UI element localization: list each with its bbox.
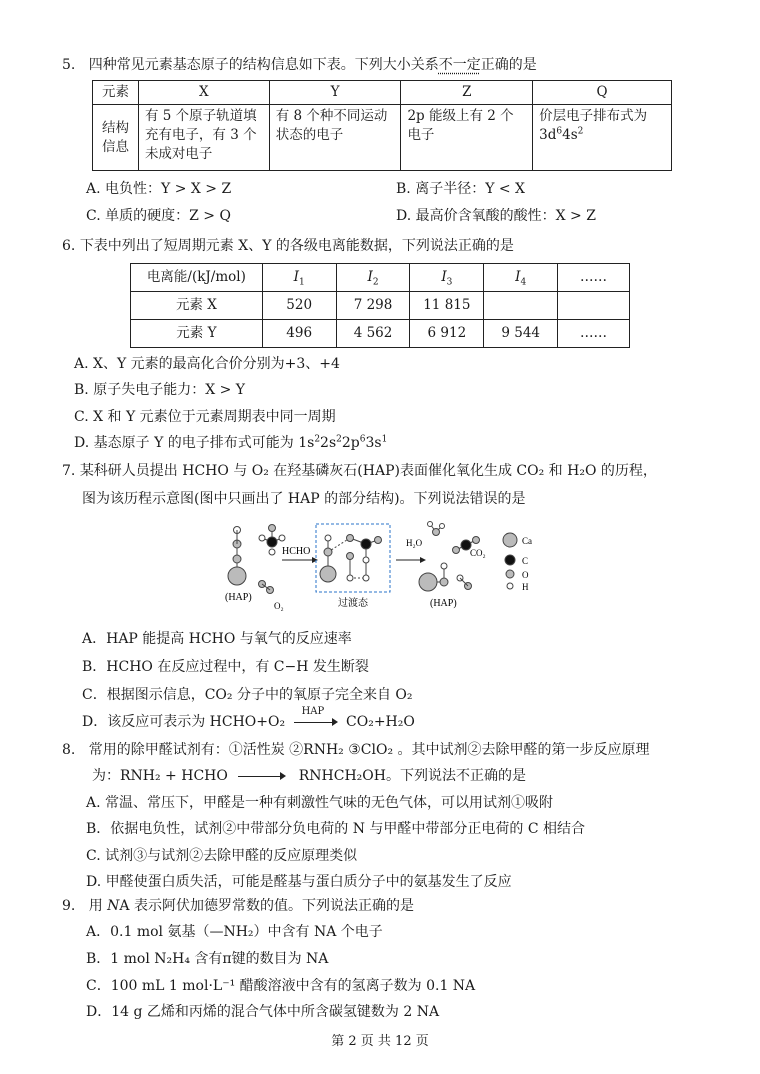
q7-option-d-arrow xyxy=(294,706,338,729)
q6-option-d-text: D. 基态原子 Y 的电子排布式可能为 1s xyxy=(74,435,315,451)
q5-number: 5. xyxy=(62,57,76,73)
q5-stem xyxy=(62,56,537,74)
q6-i1-text: I xyxy=(293,269,299,285)
q6-d-part: 2p xyxy=(341,435,360,451)
q8-equation-arrow xyxy=(238,769,288,783)
q6-header-more: …… xyxy=(558,264,630,292)
q7-stem-line2: 图为该历程示意图(图中只画出了 HAP 的部分结构)。下列说法错误的是 xyxy=(82,491,526,507)
q5-option-c: C. 单质的硬度：Z > Q xyxy=(86,208,231,224)
q6-row-y-i2: 4 562 xyxy=(336,320,410,348)
q6-d-sup: 6 xyxy=(359,434,366,445)
q7-option-a: A．HAP 能提高 HCHO 与氧气的反应速率 xyxy=(82,631,352,647)
q6-table xyxy=(130,263,630,348)
q9-number: 9. xyxy=(62,898,76,914)
q6-header-i3 xyxy=(410,264,484,292)
q5-q-sup1: 6 xyxy=(556,126,563,137)
q6-option-b: B. 原子失电子能力：X > Y xyxy=(74,382,246,398)
q6-d-sup: 2 xyxy=(314,434,321,445)
hap-left-label: (HAP) xyxy=(225,592,252,603)
page-footer: 第 2 页 共 12 页 xyxy=(331,1034,429,1049)
q6-option-d xyxy=(74,434,387,452)
hap-right-label: (HAP) xyxy=(430,598,457,609)
q5-cell-x: 有 5 个原子轨道填充有电子，有 3 个未成对电子 xyxy=(138,105,269,171)
q8-number: 8. xyxy=(62,742,76,758)
q6-header-row xyxy=(131,264,630,292)
q6-d-sup: 2 xyxy=(336,434,342,445)
q5-cell-z: 2p 能级上有 2 个电子 xyxy=(401,105,533,171)
diagram-legend xyxy=(503,533,532,592)
q6-stem-text: 下表中列出了短周期元素 X、Y 的各级电离能数据，下列说法正确的是 xyxy=(79,238,514,254)
q6-row-x-i4 xyxy=(484,292,558,320)
q8-option-c: C. 试剂③与试剂②去除甲醛的反应原理类似 xyxy=(86,848,358,864)
legend-h-swatch xyxy=(507,583,513,589)
q9-stem-pre: 用 xyxy=(88,898,108,914)
q5-header-z: Z xyxy=(401,81,533,105)
q9-option-c: C．100 mL 1 mol·L⁻¹ 醋酸溶液中含有的氢离子数为 0.1 NA xyxy=(86,978,476,994)
q6-stem xyxy=(62,237,514,255)
q5-header-q: Q xyxy=(533,81,672,105)
q6-i1-sub: 1 xyxy=(299,277,305,288)
q6-option-a: A. X、Y 元素的最高化合价分别为+3、+4 xyxy=(74,356,340,372)
q6-option-c: C. X 和 Y 元素位于元素周期表中同一周期 xyxy=(74,409,336,425)
arrow-line xyxy=(238,776,282,777)
arrow-line xyxy=(294,722,334,723)
legend-ca-swatch xyxy=(503,533,517,547)
q5-stem-tail: 正确的是 xyxy=(480,57,537,73)
q7-option-d-rhs: CO₂+H₂O xyxy=(346,714,415,730)
q5-cell-y: 有 8 个种不同运动状态的电子 xyxy=(269,105,401,171)
q6-header-label: 电离能/(kJ/mol) xyxy=(131,264,263,292)
q7-number: 7. xyxy=(62,463,76,479)
q7-option-d xyxy=(82,706,415,731)
arrow-head xyxy=(332,718,338,726)
q6-i2-text: I xyxy=(367,269,373,285)
q6-header-i4 xyxy=(484,264,558,292)
q6-row-y-more: …… xyxy=(558,320,630,348)
q5-table xyxy=(92,80,672,171)
q6-d-part: 2s xyxy=(320,435,337,451)
legend-h-label: H xyxy=(522,582,529,592)
transition-state-structure xyxy=(320,535,382,583)
legend-ca-label: Ca xyxy=(522,536,532,546)
q5-table-header-row xyxy=(93,81,672,105)
q5-header-x: X xyxy=(138,81,269,105)
q6-i4-sub: 4 xyxy=(520,277,527,288)
q6-row-x-more xyxy=(558,292,630,320)
q6-d-part: 3s xyxy=(365,435,382,451)
q6-row-x-i3: 11 815 xyxy=(410,292,484,320)
legend-c-label: C xyxy=(522,556,529,566)
q5-stem-emphasis: 不一定 xyxy=(438,57,481,73)
q7-reaction-diagram xyxy=(220,516,560,616)
q6-number: 6. xyxy=(62,238,76,254)
q7-catalyst-label: HAP xyxy=(301,706,325,717)
q7-stem-line1 xyxy=(62,462,657,480)
q8-stem-text: 常用的除甲醛试剂有：①活性炭 ②RNH₂ ③ClO₂ 。其中试剂②去除甲醛的第一步反应原理 xyxy=(88,742,650,758)
q8-option-a: A. 常温、常压下，甲醛是一种有刺激性气味的无色气体，可以用试剂①吸附 xyxy=(86,795,554,811)
reaction-arrow-2 xyxy=(396,557,426,563)
q7-stem-text: 某科研人员提出 HCHO 与 O₂ 在羟基磷灰石(HAP)表面催化氧化生成 CO₂ 和 H₂O 的历程， xyxy=(79,463,657,479)
q5-header-y: Y xyxy=(269,81,401,105)
reaction-arrow-1 xyxy=(282,557,318,563)
q8-option-b: B．依据电负性，试剂②中带部分负电荷的 N 与甲醛中带部分正电荷的 C 相结合 xyxy=(86,821,586,837)
q8-stem-line1 xyxy=(62,741,650,759)
h2o-label: H₂O xyxy=(406,538,423,548)
q5-option-a: A. 电负性：Y > X > Z xyxy=(86,181,232,197)
q6-i3-text: I xyxy=(441,269,447,285)
legend-o-swatch xyxy=(506,570,514,578)
q6-row-y-i1: 496 xyxy=(262,320,336,348)
q9-stem xyxy=(62,897,414,915)
q6-header-i1 xyxy=(262,264,336,292)
q5-stem-text: 四种常见元素基态原子的结构信息如下表。下列大小关系 xyxy=(88,57,439,73)
hap-left-structure xyxy=(228,527,246,586)
co2-label: CO₂ xyxy=(470,548,486,558)
q6-d-sup: 1 xyxy=(381,434,388,445)
h2o-molecule xyxy=(428,522,445,536)
hcho-label: HCHO xyxy=(282,546,311,557)
q8-equation-rhs: RNHCH₂OH。下列说法不正确的是 xyxy=(298,768,526,784)
o2-molecule xyxy=(259,581,274,594)
q5-q-mid: 4s xyxy=(562,127,578,143)
q6-row-x-i2: 7 298 xyxy=(336,292,410,320)
o2-label: O₂ xyxy=(274,601,284,611)
table-row xyxy=(131,320,630,348)
q5-option-b: B. 离子半径：Y < X xyxy=(396,181,526,197)
q5-q-text: 价层电子排布式为 3d xyxy=(539,108,648,143)
q5-option-d: D. 最高价含氧酸的酸性：X > Z xyxy=(396,208,596,224)
q6-row-x-i1: 520 xyxy=(262,292,336,320)
q6-header-i2 xyxy=(336,264,410,292)
arrow-head xyxy=(280,772,286,780)
q9-option-a: A．0.1 mol 氨基（—NH₂）中含有 NA 个电子 xyxy=(86,924,383,940)
hap-right-structure xyxy=(419,563,472,591)
legend-o-label: O xyxy=(522,570,529,580)
q6-i4-text: I xyxy=(515,269,521,285)
legend-c-swatch xyxy=(505,555,515,565)
q8-option-d: D. 甲醛使蛋白质失活，可能是醛基与蛋白质分子中的氨基发生了反应 xyxy=(86,874,512,890)
q6-row-y-label: 元素 Y xyxy=(131,320,263,348)
q5-header-element: 元素 xyxy=(93,81,139,105)
q5-row-label: 结构信息 xyxy=(93,105,139,171)
q9-option-d: D．14 g 乙烯和丙烯的混合气体中所含碳氢键数为 2 NA xyxy=(86,1004,440,1020)
q5-q-sup2: 2 xyxy=(577,126,584,137)
q9-stem-post: A 表示阿伏加德罗常数的值。下列说法正确的是 xyxy=(119,898,414,914)
q8-equation-lhs: 为：RNH₂ + HCHO xyxy=(92,768,228,784)
q7-option-d-lhs: D．该反应可表示为 HCHO+O₂ xyxy=(82,714,286,730)
q9-option-b: B．1 mol N₂H₄ 含有π键的数目为 NA xyxy=(86,951,329,967)
transition-state-label: 过渡态 xyxy=(338,598,368,609)
q5-cell-q xyxy=(533,105,672,171)
q7-option-b: B．HCHO 在反应过程中，有 C−H 发生断裂 xyxy=(82,659,369,675)
q6-i3-sub: 3 xyxy=(446,277,453,288)
q8-stem-line2 xyxy=(92,767,526,785)
q6-i2-sub: 2 xyxy=(372,277,379,288)
q9-stem-na: N xyxy=(107,898,120,914)
q7-option-c: C．根据图示信息，CO₂ 分子中的氧原子完全来自 O₂ xyxy=(82,687,413,703)
q6-row-y-i3: 6 912 xyxy=(410,320,484,348)
table-row xyxy=(131,292,630,320)
q6-row-x-label: 元素 X xyxy=(131,292,263,320)
q5-table-row xyxy=(93,105,672,171)
q6-row-y-i4: 9 544 xyxy=(484,320,558,348)
